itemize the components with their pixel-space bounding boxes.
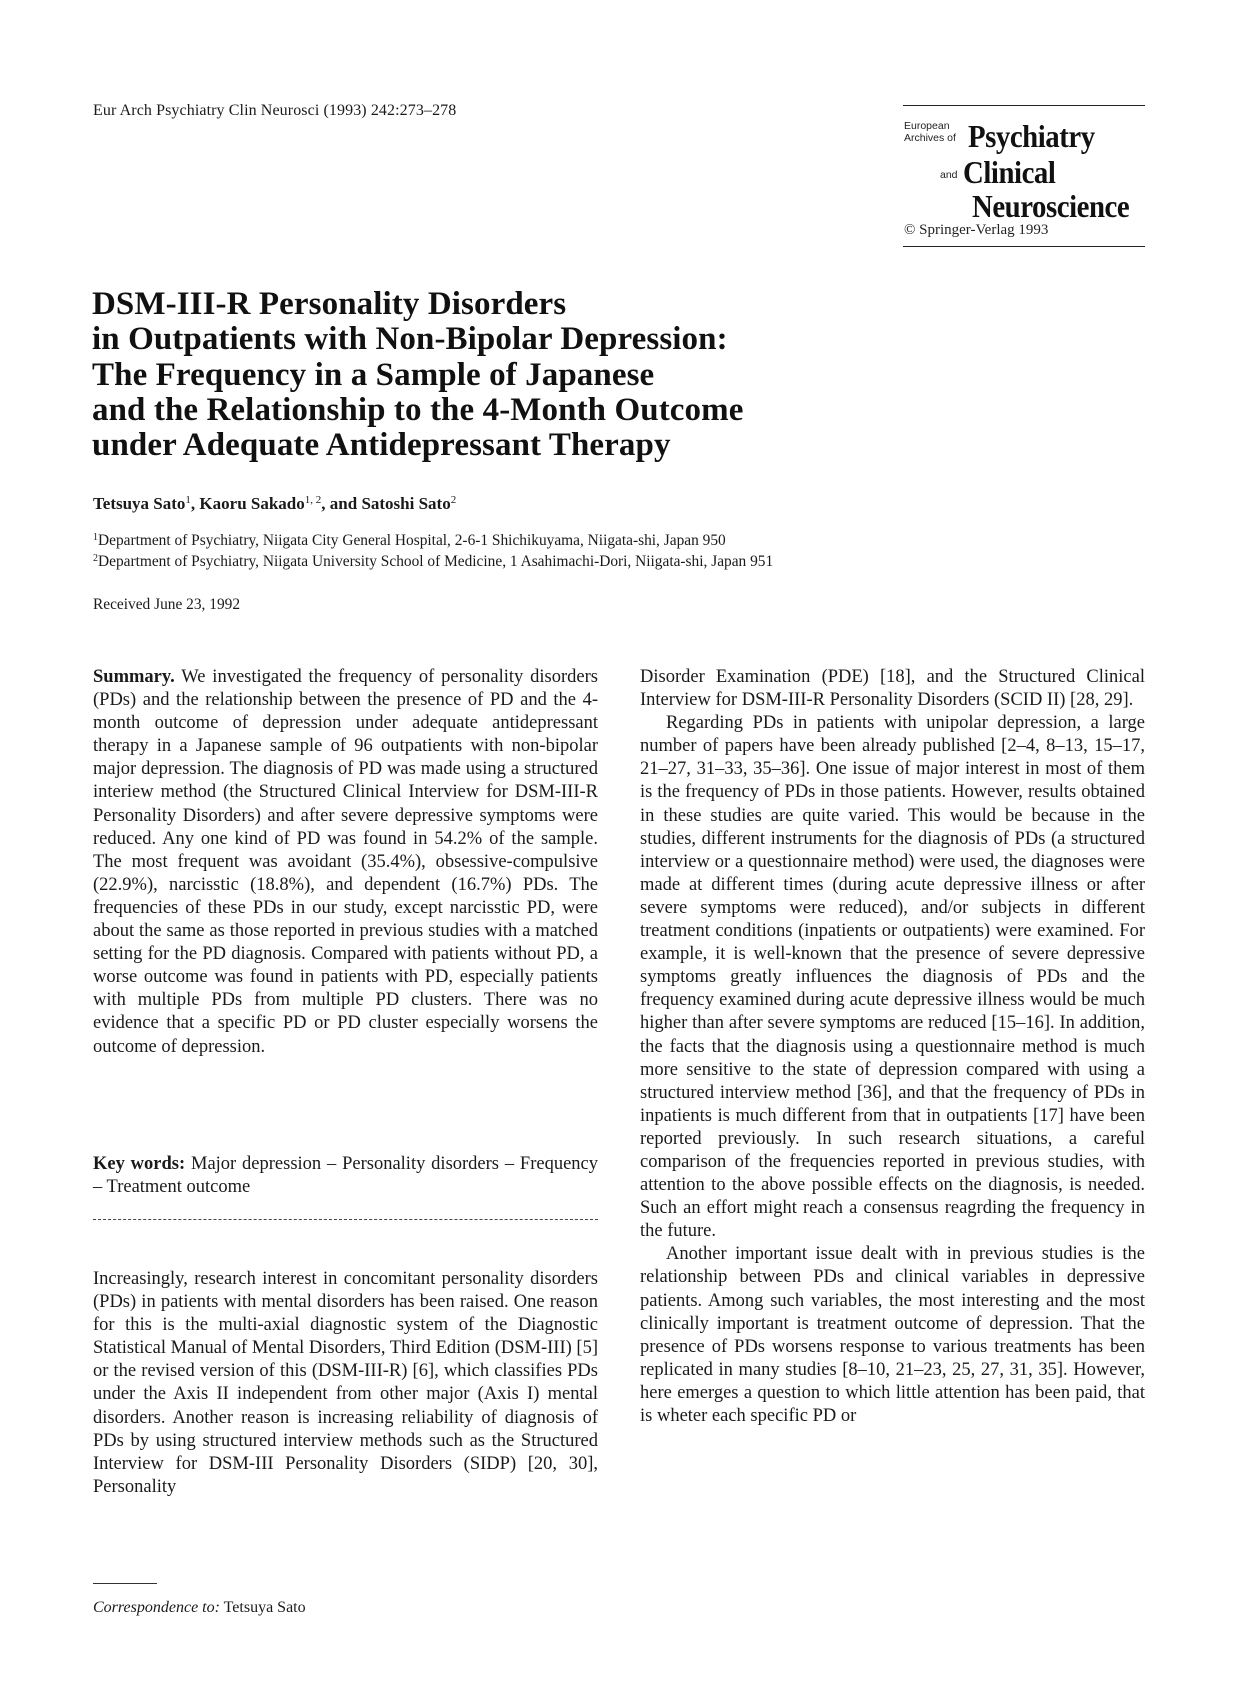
intro-block: [93, 1268, 598, 1499]
body-paragraph: Another important issue dealt with in previous studies is the relationship between PDs and clinical variables in depressive patients. Among such variables, the most interesting and the most clinically important is treatment outcome of depression. That the presence of PDs worsens response to various treatments has been replicated in many studies [8–10, 21–23, 25, 27, 31, 35]. However, here emerges a question to which little attention has been paid, that is wheter each specific PD or: [640, 1244, 1145, 1426]
received-date: Received June 23, 1992: [93, 596, 241, 613]
author-affiliation-mark: 1: [185, 494, 191, 506]
affiliation-number: 2: [93, 553, 98, 564]
author-name: Kaoru Sakado: [199, 494, 305, 513]
author-name: Tetsuya Sato: [93, 494, 186, 513]
title-line: in Outpatients with Non-Bipolar Depression:: [92, 321, 728, 358]
summary-label: Summary.: [93, 667, 175, 687]
copyright-notice: © Springer-Verlag 1993: [904, 222, 1049, 238]
section-divider: [93, 1219, 598, 1220]
summary-paragraph: [93, 666, 598, 1059]
keywords-text: Major depression – Personality disorders – Frequency – Treatment outcome: [93, 1154, 599, 1198]
footnote-rule: [93, 1583, 157, 1584]
author-affiliation-mark: 2: [450, 494, 457, 506]
author-separator: , and: [321, 494, 362, 513]
title-line: DSM-III-R Personality Disorders: [92, 286, 567, 322]
body-paragraph: Regarding PDs in patients with unipolar depression, a large number of papers have been already published [2–4, 8–13, 15–17, 21–27, 31–33, 35–36]. One issue of major interest in most of them is the frequency of PDs in those patients. However, results obtained in these studies are quite varied. This would be because in the studies, different instruments for the diagnosis of PDs (a structured interview or a questionnaire method) were used, the diagnoses were made at different times (during acute depressive illness or after severe symptoms were reduced), and/or subjects in different treatment conditions (inpatients or outpatients) were examined. For example, it is well-known that the presence of severe depressive symptoms greatly influences the diagnosis of PDs and the frequency examined during acute depressive illness would be much higher than after severe symptoms are reduced [15–16]. In addition, the facts that the diagnosis using a questionnaire method is much more sensitive to the state of depression compared with using a structured interview method [36], and that the frequency of PDs in inpatients is much different from that in outpatients [17] have been reported previously. In such research situations, a careful comparison of the frequencies reported in previous studies, with attention to the above possible effects on the diagnosis, is needed. Such an effort might reach a consensus reagrding the frequency in the future.: [640, 713, 1145, 1242]
logo-bottom-rule: [903, 246, 1145, 247]
right-column: [640, 666, 1145, 1428]
affiliation-number: 1: [93, 532, 98, 543]
journal-citation: Eur Arch Psychiatry Clin Neurosci (1993) 242:273–278: [93, 102, 457, 119]
journal-logo: [903, 105, 1145, 251]
title-line: under Adequate Antidepressant Therapy: [92, 427, 671, 464]
logo-and: and: [940, 169, 958, 181]
keywords-paragraph: [93, 1153, 598, 1199]
correspondence-footnote: [93, 1599, 306, 1617]
logo-psychiatry: Psychiatry: [968, 118, 1095, 154]
article-title: [92, 287, 743, 463]
logo-neuroscience: Neuroscience: [972, 188, 1130, 224]
author-name: Satoshi Sato: [361, 494, 451, 513]
body-paragraph: Disorder Examination (PDE) [18], and the Structured Clinical Interview for DSM-III-R Personality Disorders (SCID II) [28, 29].: [640, 667, 1145, 711]
footnote-label: Correspondence to:: [93, 1599, 220, 1616]
summary-block: [93, 666, 598, 1059]
logo-archives-of: Archives of: [904, 132, 956, 144]
keywords-label: Key words:: [93, 1154, 186, 1174]
author-affiliation-mark: 1, 2: [304, 494, 322, 506]
author-list: [93, 494, 456, 514]
footnote-name: Tetsuya Sato: [219, 1599, 306, 1616]
affiliation: [93, 553, 773, 571]
affiliation: [93, 532, 726, 550]
title-line: and the Relationship to the 4-Month Outcome: [92, 391, 744, 428]
summary-text: We investigated the frequency of personality disorders (PDs) and the relationship between the presence of PD and the 4-month outcome of depression under adequate antidepressant therapy in a Japanese sample of 96 outpatients with non-bipolar major depression. The diagnosis of PD was made using a structured interiew method (the Structured Clinical Interview for DSM-III-R Personality Disorders) and after severe depressive symptoms were reduced. Any one kind of PD was found in 54.2% of the sample. The most frequent was avoidant (35.4%), obsessive-compulsive (22.9%), narcisstic (18.8%), and dependent (16.7%) PDs. The frequencies of these PDs in our study, except narcisstic PD, were about the same as those reported in previous studies with a matched setting for the PD diagnosis. Compared with patients without PD, a worse outcome was found in patients with PD, especially patients with multiple PDs from multiple PD clusters. There was no evidence that a specific PD or PD cluster especially worsens the outcome of depression.: [93, 667, 598, 1057]
affiliation-text: Department of Psychiatry, Niigata University School of Medicine, 1 Asahimachi-Dori, Niigata-shi, Japan 951: [98, 553, 774, 570]
logo-top-rule: [903, 105, 1145, 106]
intro-paragraph: Increasingly, research interest in concomitant personality disorders (PDs) in patients with mental disorders has been raised. One reason for this is the multi-axial diagnostic system of the Diagnostic Statistical Manual of Mental Disorders, Third Edition (DSM-III) [5] or the revised version of this (DSM-III-R) [6], which classifies PDs under the Axis II independent from other major (Axis I) mental disorders. Another reason is increasing reliability of diagnosis of PDs by using structured interview methods such as the Structured Interview for DSM-III Personality Disorders (SIDP) [20, 30], Personality: [93, 1269, 598, 1497]
affiliation-text: Department of Psychiatry, Niigata City General Hospital, 2-6-1 Shichikuyama, Niigata-shi, Japan 950: [98, 532, 726, 549]
author-separator: ,: [190, 494, 200, 513]
keywords-block: [93, 1153, 598, 1199]
title-line: The Frequency in a Sample of Japanese: [92, 356, 655, 393]
logo-clinical: Clinical: [963, 154, 1056, 190]
logo-european: European: [904, 120, 950, 132]
